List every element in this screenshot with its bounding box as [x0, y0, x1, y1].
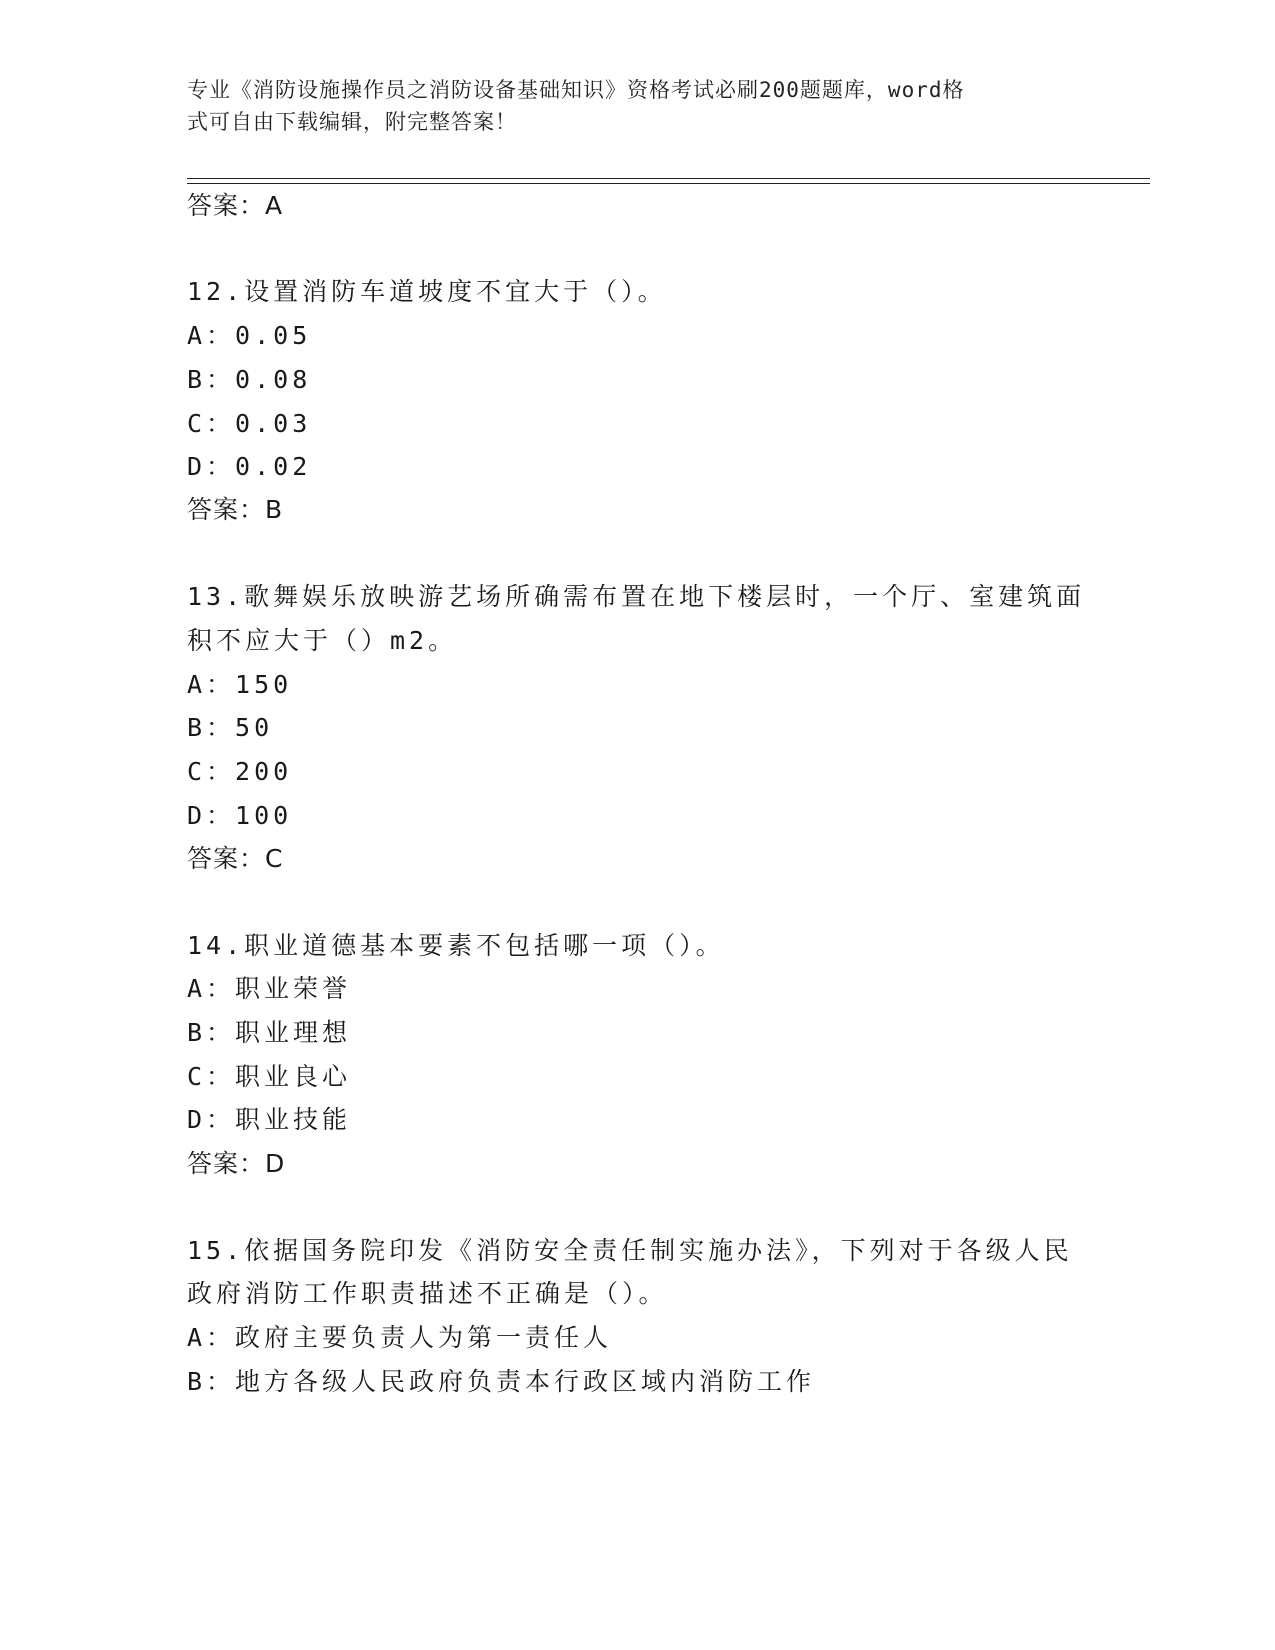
- document-header: [187, 74, 1067, 138]
- question-14-option-d: D：职业技能: [187, 1105, 352, 1134]
- question-15-option-a: A：政府主要负责人为第一责任人: [187, 1323, 613, 1352]
- question-13-answer: 答案：C: [187, 844, 284, 873]
- question-14-stem: 14.职业道德基本要素不包括哪一项（）。: [187, 931, 725, 960]
- question-12-option-d: D：0.02: [187, 452, 312, 481]
- answer-line: 答案：A: [187, 191, 284, 220]
- question-12-option-c: C：0.03: [187, 409, 312, 438]
- question-12-stem: 12.设置消防车道坡度不宜大于（）。: [187, 277, 667, 306]
- question-12-option-b: B：0.08: [187, 365, 312, 394]
- question-15-stem-line-1: 15.依据国务院印发《消防安全责任制实施办法》，下列对于各级人民: [187, 1236, 1073, 1265]
- question-13-option-d: D：100: [187, 801, 293, 830]
- question-14-answer: 答案：D: [187, 1149, 286, 1178]
- question-15-option-b: B：地方各级人民政府负责本行政区域内消防工作: [187, 1367, 816, 1396]
- header-divider-bottom: [187, 183, 1150, 184]
- header-divider-top: [187, 178, 1150, 179]
- header-line-2: 式可自由下载编辑，附完整答案！: [187, 110, 517, 134]
- question-13-stem-line-1: 13.歌舞娱乐放映游艺场所确需布置在地下楼层时，一个厅、室建筑面: [187, 582, 1086, 611]
- question-15-stem-line-2: 政府消防工作职责描述不正确是（）。: [187, 1279, 668, 1308]
- question-14-option-c: C：职业良心: [187, 1062, 352, 1091]
- question-13-option-b: B：50: [187, 713, 274, 742]
- header-line-1: 专业《消防设施操作员之消防设备基础知识》资格考试必刷200题题库，word格: [187, 78, 965, 102]
- question-12-option-a: A：0.05: [187, 321, 312, 350]
- question-13-option-c: C：200: [187, 757, 293, 786]
- question-12-answer: 答案：B: [187, 495, 284, 524]
- question-14-option-a: A：职业荣誉: [187, 974, 352, 1003]
- question-14-option-b: B：职业理想: [187, 1018, 352, 1047]
- question-13-stem-line-2: 积不应大于（）m2。: [187, 626, 458, 655]
- question-13-option-a: A：150: [187, 670, 293, 699]
